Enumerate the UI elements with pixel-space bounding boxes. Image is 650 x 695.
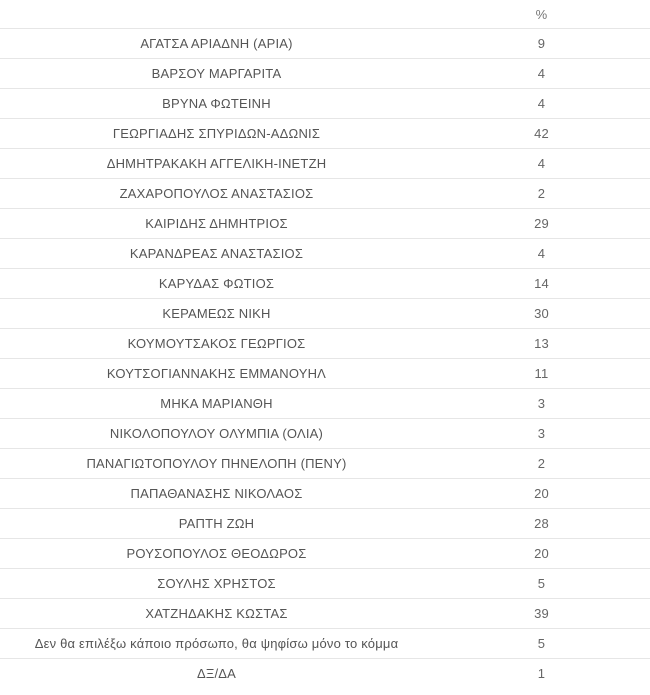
candidate-name: ΝΙΚΟΛΟΠΟΥΛΟΥ ΟΛΥΜΠΙΑ (ΟΛΙΑ) (0, 419, 433, 449)
candidate-name: ΠΑΝΑΓΙΩΤΟΠΟΥΛΟΥ ΠΗΝΕΛΟΠΗ (ΠΕΝΥ) (0, 449, 433, 479)
candidate-name: ΜΗΚΑ ΜΑΡΙΑΝΘΗ (0, 389, 433, 419)
table-row (0, 239, 650, 269)
candidate-percent: 14 (433, 269, 650, 299)
table-row (0, 209, 650, 239)
candidate-percent: 2 (433, 449, 650, 479)
candidate-percent: 1 (433, 659, 650, 689)
table-row (0, 449, 650, 479)
candidate-name: ΧΑΤΖΗΔΑΚΗΣ ΚΩΣΤΑΣ (0, 599, 433, 629)
candidate-percent: 11 (433, 359, 650, 389)
candidate-percent: 3 (433, 389, 650, 419)
table-row (0, 89, 650, 119)
results-body (0, 29, 650, 689)
candidate-percent: 42 (433, 119, 650, 149)
candidate-name: Δεν θα επιλέξω κάποιο πρόσωπο, θα ψηφίσω μόνο το κόμμα (0, 629, 433, 659)
candidate-percent: 30 (433, 299, 650, 329)
table-row (0, 539, 650, 569)
candidate-name: ΓΕΩΡΓΙΑΔΗΣ ΣΠΥΡΙΔΩΝ-ΑΔΩΝΙΣ (0, 119, 433, 149)
candidate-percent: 5 (433, 629, 650, 659)
candidate-percent: 29 (433, 209, 650, 239)
candidate-percent: 4 (433, 239, 650, 269)
table-row (0, 299, 650, 329)
candidate-percent: 2 (433, 179, 650, 209)
table-row (0, 359, 650, 389)
candidate-name: ΚΟΥΜΟΥΤΣΑΚΟΣ ΓΕΩΡΓΙΟΣ (0, 329, 433, 359)
candidate-name: ΒΡΥΝΑ ΦΩΤΕΙΝΗ (0, 89, 433, 119)
table-row (0, 509, 650, 539)
table-row (0, 119, 650, 149)
candidate-percent: 13 (433, 329, 650, 359)
candidate-name: ΖΑΧΑΡΟΠΟΥΛΟΣ ΑΝΑΣΤΑΣΙΟΣ (0, 179, 433, 209)
candidate-name: ΒΑΡΣΟΥ ΜΑΡΓΑΡΙΤΑ (0, 59, 433, 89)
candidate-percent: 4 (433, 89, 650, 119)
candidate-name: ΚΑΡΥΔΑΣ ΦΩΤΙΟΣ (0, 269, 433, 299)
table-row (0, 389, 650, 419)
candidate-percent: 20 (433, 539, 650, 569)
table-row (0, 179, 650, 209)
candidate-name: ΡΟΥΣΟΠΟΥΛΟΣ ΘΕΟΔΩΡΟΣ (0, 539, 433, 569)
candidate-name: ΔΗΜΗΤΡΑΚΑΚΗ ΑΓΓΕΛΙΚΗ-ΙΝΕΤΖΗ (0, 149, 433, 179)
candidate-percent: 39 (433, 599, 650, 629)
candidate-name: ΣΟΥΛΗΣ ΧΡΗΣΤΟΣ (0, 569, 433, 599)
name-column-header (0, 0, 433, 29)
table-row (0, 599, 650, 629)
candidate-percent: 28 (433, 509, 650, 539)
header-row (0, 0, 650, 29)
candidate-name: ΚΑΙΡΙΔΗΣ ΔΗΜΗΤΡΙΟΣ (0, 209, 433, 239)
table-row (0, 479, 650, 509)
table-row (0, 59, 650, 89)
candidate-percent: 20 (433, 479, 650, 509)
candidate-name: ΚΑΡΑΝΔΡΕΑΣ ΑΝΑΣΤΑΣΙΟΣ (0, 239, 433, 269)
table-row (0, 29, 650, 59)
candidate-percent: 4 (433, 59, 650, 89)
table-row (0, 629, 650, 659)
candidate-percent: 4 (433, 149, 650, 179)
table-row (0, 149, 650, 179)
table-row (0, 659, 650, 689)
candidate-name: ΚΟΥΤΣΟΓΙΑΝΝΑΚΗΣ ΕΜΜΑΝΟΥΗΛ (0, 359, 433, 389)
candidate-name: ΑΓΑΤΣΑ ΑΡΙΑΔΝΗ (ΑΡΙΑ) (0, 29, 433, 59)
candidate-percent: 3 (433, 419, 650, 449)
table-row (0, 569, 650, 599)
table-row (0, 419, 650, 449)
candidate-name: ΠΑΠΑΘΑΝΑΣΗΣ ΝΙΚΟΛΑΟΣ (0, 479, 433, 509)
candidate-name: ΡΑΠΤΗ ΖΩΗ (0, 509, 433, 539)
table-row (0, 269, 650, 299)
candidate-name: ΔΞ/ΔΑ (0, 659, 433, 689)
candidate-percent: 9 (433, 29, 650, 59)
candidate-percent: 5 (433, 569, 650, 599)
candidate-name: ΚΕΡΑΜΕΩΣ ΝΙΚΗ (0, 299, 433, 329)
percent-column-header: % (535, 6, 548, 22)
table-row (0, 329, 650, 359)
